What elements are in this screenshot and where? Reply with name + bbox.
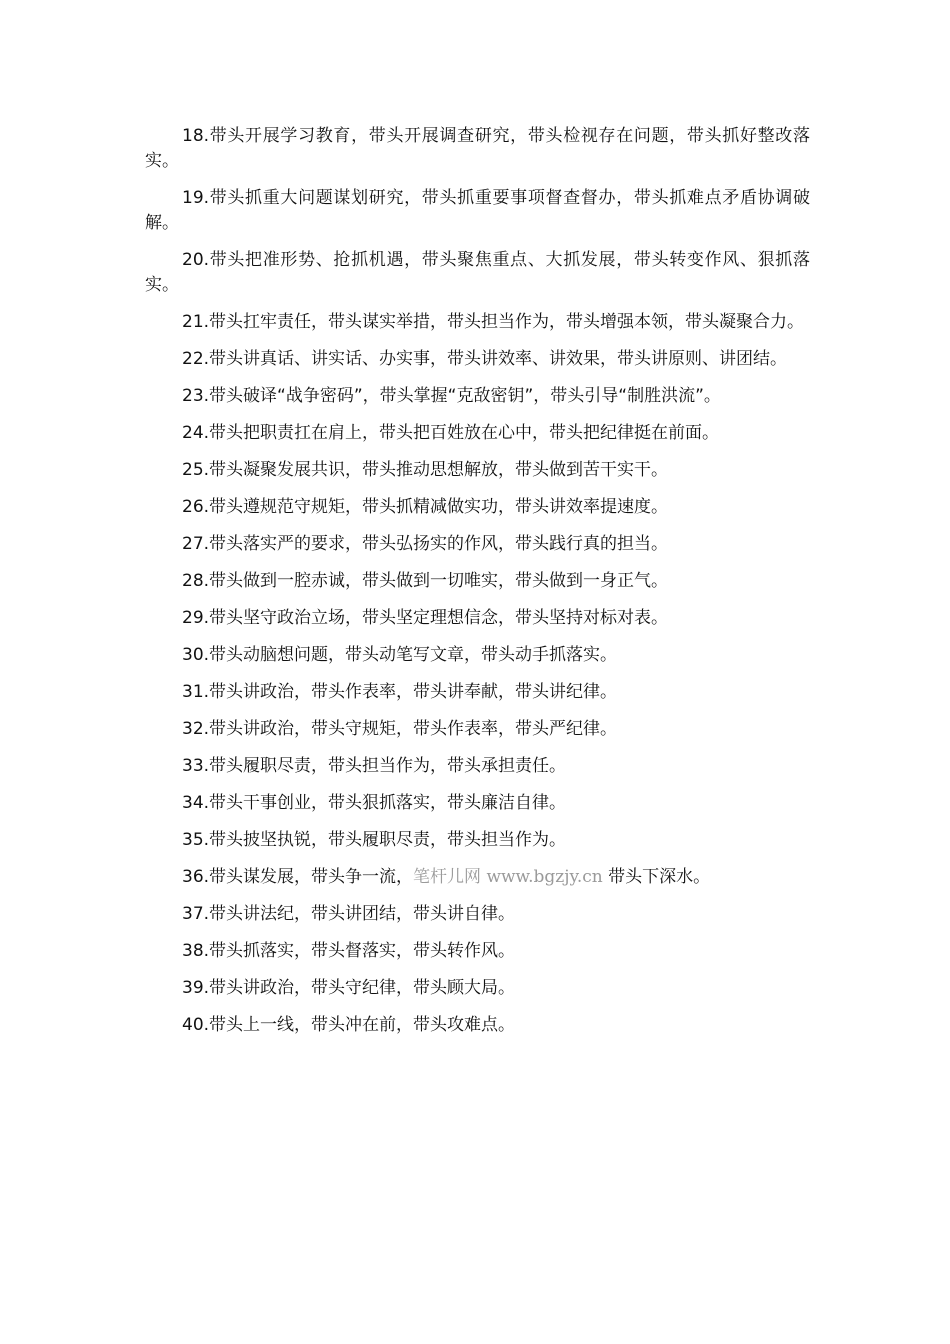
paragraph-18: 18.带头开展学习教育，带头开展调查研究，带头检视存在问题，带头抓好整改落实。 xyxy=(145,126,810,171)
paragraph-39: 39.带头讲政治，带头守纪律，带头顾大局。 xyxy=(182,978,516,998)
watermark-site-name: 笔杆儿网 xyxy=(413,867,482,887)
paragraph-22: 22.带头讲真话、讲实话、办实事，带头讲效率、讲效果，带头讲原则、讲团结。 xyxy=(182,349,788,369)
document-body xyxy=(145,124,810,1050)
paragraph-25: 25.带头凝聚发展共识，带头推动思想解放，带头做到苦干实干。 xyxy=(182,460,669,480)
paragraph-33: 33.带头履职尽责，带头担当作为，带头承担责任。 xyxy=(182,756,567,776)
paragraph-28: 28.带头做到一腔赤诚，带头做到一切唯实，带头做到一身正气。 xyxy=(182,571,669,591)
paragraph-35: 35.带头披坚执锐，带头履职尽责，带头担当作为。 xyxy=(182,830,567,850)
paragraph-30: 30.带头动脑想问题，带头动笔写文章，带头动手抓落实。 xyxy=(182,645,618,665)
paragraph-38: 38.带头抓落实，带头督落实，带头转作风。 xyxy=(182,941,516,961)
paragraph-36 xyxy=(145,865,810,890)
paragraph-27: 27.带头落实严的要求，带头弘扬实的作风，带头践行真的担当。 xyxy=(182,534,669,554)
paragraph-19: 19.带头抓重大问题谋划研究，带头抓重要事项督查督办，带头抓难点矛盾协调破解。 xyxy=(145,188,810,233)
paragraph-31: 31.带头讲政治，带头作表率，带头讲奉献，带头讲纪律。 xyxy=(182,682,618,702)
paragraph-21: 21.带头扛牢责任，带头谋实举措，带头担当作为，带头增强本领，带头凝聚合力。 xyxy=(182,312,805,332)
paragraph-24: 24.带头把职责扛在肩上，带头把百姓放在心中，带头把纪律挺在前面。 xyxy=(182,423,720,443)
paragraph-36-end: 带头下深水。 xyxy=(608,867,711,887)
paragraph-32: 32.带头讲政治，带头守规矩，带头作表率，带头严纪律。 xyxy=(182,719,618,739)
paragraph-34: 34.带头干事创业，带头狠抓落实，带头廉洁自律。 xyxy=(182,793,567,813)
paragraph-29: 29.带头坚守政治立场，带头坚定理想信念，带头坚持对标对表。 xyxy=(182,608,669,628)
paragraph-36-start: 36.带头谋发展，带头争一流， xyxy=(182,867,414,887)
paragraph-37: 37.带头讲法纪，带头讲团结，带头讲自律。 xyxy=(182,904,516,924)
paragraph-23: 23.带头破译“战争密码”，带头掌握“克敌密钥”，带头引导“制胜洪流”。 xyxy=(182,386,721,406)
paragraph-40: 40.带头上一线，带头冲在前，带头攻难点。 xyxy=(182,1015,516,1035)
watermark-site-url: www.bgzjy.cn xyxy=(481,867,609,887)
paragraph-26: 26.带头遵规范守规矩，带头抓精减做实功，带头讲效率提速度。 xyxy=(182,497,669,517)
paragraph-20: 20.带头把准形势、抢抓机遇，带头聚焦重点、大抓发展，带头转变作风、狠抓落实。 xyxy=(145,250,810,295)
